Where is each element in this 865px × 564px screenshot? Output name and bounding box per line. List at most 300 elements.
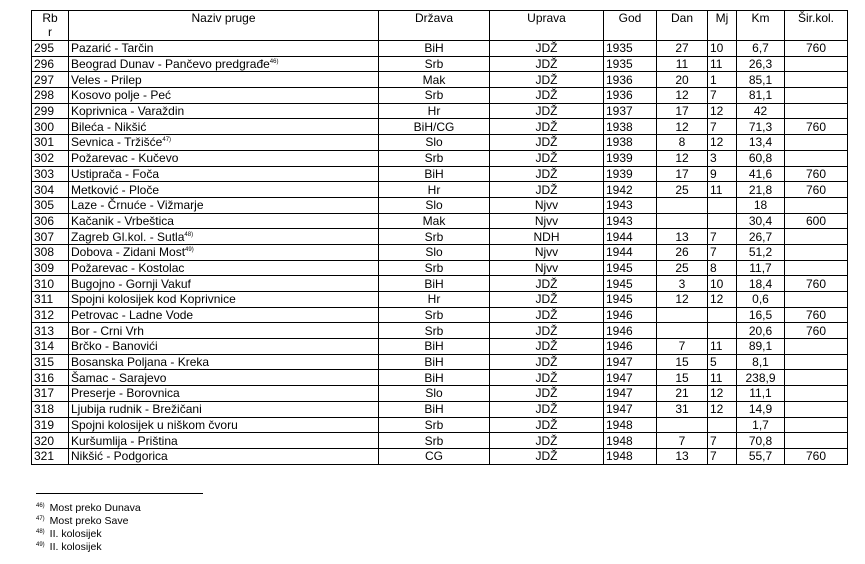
dan-value: 31 <box>675 402 689 417</box>
cell-naziv <box>69 150 379 166</box>
cell-uprava <box>490 386 604 402</box>
naziv-value: Petrovac - Ladne Vode <box>71 308 194 323</box>
footnote-mark: 47) <box>36 515 45 522</box>
km-value: 20,6 <box>748 323 773 338</box>
mj-value: 1 <box>710 72 717 87</box>
cell-mj <box>708 292 737 308</box>
cell-drzava <box>379 260 490 276</box>
footnote-text: II. kolosijek <box>49 528 102 540</box>
cell-km <box>737 386 785 402</box>
cell-naziv <box>69 448 379 464</box>
header-row <box>32 11 848 41</box>
cell-uprava <box>490 339 604 355</box>
cell-uprava <box>490 370 604 386</box>
km-value: 6,7 <box>752 41 769 56</box>
drzava-value: Srb <box>424 57 444 72</box>
header-sir: Šir.kol. <box>785 11 848 41</box>
footnote-ref: 46) <box>269 59 279 66</box>
cell-rbr <box>32 276 69 292</box>
cell-god <box>604 41 657 57</box>
km-value: 60,8 <box>748 151 773 166</box>
god-value: 1942 <box>606 182 633 197</box>
cell-uprava <box>490 401 604 417</box>
cell-rbr <box>32 260 69 276</box>
cell-km <box>737 229 785 245</box>
naziv-value: Bileća - Nikšić <box>71 119 147 134</box>
cell-sir <box>785 370 848 386</box>
table-row <box>32 417 848 433</box>
rbr-value: 310 <box>34 276 55 291</box>
cell-god <box>604 119 657 135</box>
cell-drzava <box>379 135 490 151</box>
god-value: 1948 <box>606 449 633 464</box>
cell-uprava <box>490 292 604 308</box>
cell-drzava <box>379 307 490 323</box>
cell-mj <box>708 339 737 355</box>
cell-uprava <box>490 448 604 464</box>
footnote-text: II. kolosijek <box>49 541 102 553</box>
rbr-value: 313 <box>34 323 55 338</box>
dan-value: 17 <box>675 104 689 119</box>
drzava-value: Mak <box>422 72 446 87</box>
god-value: 1946 <box>606 339 633 354</box>
god-value: 1936 <box>606 88 633 103</box>
dan-value: 17 <box>675 166 689 181</box>
mj-value: 5 <box>710 355 717 370</box>
cell-god <box>604 56 657 72</box>
drzava-value: Hr <box>427 182 441 197</box>
cell-km <box>737 323 785 339</box>
cell-drzava <box>379 150 490 166</box>
god-value: 1936 <box>606 72 633 87</box>
cell-sir <box>785 323 848 339</box>
cell-rbr <box>32 307 69 323</box>
cell-naziv <box>69 213 379 229</box>
cell-dan <box>657 260 708 276</box>
cell-mj <box>708 433 737 449</box>
naziv-value: Zagreb Gl.kol. - Sutla <box>71 229 185 244</box>
cell-rbr <box>32 213 69 229</box>
cell-sir <box>785 354 848 370</box>
cell-naziv <box>69 166 379 182</box>
cell-god <box>604 229 657 245</box>
table-row <box>32 276 848 292</box>
dan-value: 12 <box>675 119 689 134</box>
cell-god <box>604 417 657 433</box>
cell-dan <box>657 56 708 72</box>
cell-mj <box>708 213 737 229</box>
footnote <box>36 528 102 541</box>
cell-god <box>604 323 657 339</box>
mj-value: 11 <box>710 57 723 72</box>
cell-god <box>604 307 657 323</box>
god-value: 1938 <box>606 119 633 134</box>
cell-drzava <box>379 41 490 57</box>
table-row <box>32 72 848 88</box>
cell-sir <box>785 135 848 151</box>
god-value: 1946 <box>606 323 633 338</box>
naziv-value: Ljubija rudnik - Brežičani <box>71 402 202 417</box>
cell-km <box>737 401 785 417</box>
god-value: 1945 <box>606 276 633 291</box>
cell-rbr <box>32 354 69 370</box>
table-row <box>32 386 848 402</box>
header-god: God <box>604 11 657 41</box>
table-row <box>32 229 848 245</box>
uprava-value: JDŽ <box>535 135 558 150</box>
cell-god <box>604 166 657 182</box>
cell-mj <box>708 72 737 88</box>
drzava-value: Srb <box>424 88 444 103</box>
cell-sir <box>785 244 848 260</box>
km-value: 42 <box>753 104 768 119</box>
dan-value: 8 <box>678 135 686 150</box>
god-value: 1939 <box>606 151 633 166</box>
km-value: 85,1 <box>748 72 773 87</box>
cell-rbr <box>32 119 69 135</box>
cell-uprava <box>490 307 604 323</box>
header-rbr-line1: Rb <box>42 11 58 25</box>
rbr-value: 306 <box>34 213 55 228</box>
cell-god <box>604 150 657 166</box>
drzava-value: Hr <box>427 292 441 307</box>
footnote <box>36 541 102 554</box>
uprava-value: JDŽ <box>535 276 558 291</box>
dan-value: 13 <box>675 229 689 244</box>
dan-value: 15 <box>675 355 689 370</box>
cell-naziv <box>69 260 379 276</box>
naziv-value: Beograd Dunav - Pančevo predgrađe <box>71 57 270 72</box>
km-value: 1,7 <box>752 417 769 432</box>
dan-value: 12 <box>675 151 689 166</box>
cell-naziv <box>69 197 379 213</box>
cell-mj <box>708 41 737 57</box>
cell-rbr <box>32 103 69 119</box>
cell-drzava <box>379 417 490 433</box>
naziv-value: Bosanska Poljana - Kreka <box>71 355 210 370</box>
rbr-value: 302 <box>34 151 55 166</box>
km-value: 26,7 <box>748 229 773 244</box>
cell-naziv <box>69 307 379 323</box>
cell-rbr <box>32 292 69 308</box>
cell-rbr <box>32 386 69 402</box>
cell-km <box>737 41 785 57</box>
cell-sir <box>785 433 848 449</box>
km-value: 89,1 <box>748 339 773 354</box>
rbr-value: 300 <box>34 119 55 134</box>
sir-value: 760 <box>805 276 827 291</box>
header-uprava: Uprava <box>490 11 604 41</box>
cell-rbr <box>32 182 69 198</box>
uprava-value: JDŽ <box>535 88 558 103</box>
cell-mj <box>708 386 737 402</box>
cell-uprava <box>490 56 604 72</box>
cell-km <box>737 103 785 119</box>
cell-mj <box>708 354 737 370</box>
table-row <box>32 401 848 417</box>
cell-mj <box>708 323 737 339</box>
uprava-value: JDŽ <box>535 151 558 166</box>
cell-mj <box>708 448 737 464</box>
cell-rbr <box>32 370 69 386</box>
mj-value: 7 <box>710 229 717 244</box>
cell-mj <box>708 103 737 119</box>
drzava-value: Srb <box>424 323 444 338</box>
km-value: 30,4 <box>748 213 773 228</box>
uprava-value: Njvv <box>534 260 559 275</box>
cell-naziv <box>69 244 379 260</box>
rbr-value: 319 <box>34 417 55 432</box>
naziv-value: Požarevac - Kostolac <box>71 260 185 275</box>
cell-god <box>604 88 657 104</box>
mj-value: 12 <box>710 292 724 307</box>
dan-value: 12 <box>675 88 689 103</box>
cell-sir <box>785 276 848 292</box>
god-value: 1943 <box>606 213 633 228</box>
table-row <box>32 56 848 72</box>
cell-drzava <box>379 276 490 292</box>
cell-god <box>604 182 657 198</box>
cell-sir <box>785 307 848 323</box>
cell-km <box>737 417 785 433</box>
cell-rbr <box>32 339 69 355</box>
table-row <box>32 213 848 229</box>
mj-value: 10 <box>710 41 724 56</box>
naziv-value: Kuršumlija - Priština <box>71 433 178 448</box>
mj-value: 11 <box>710 370 723 385</box>
drzava-value: Srb <box>424 151 444 166</box>
god-value: 1947 <box>606 370 633 385</box>
cell-god <box>604 292 657 308</box>
cell-uprava <box>490 88 604 104</box>
uprava-value: JDŽ <box>535 119 558 134</box>
sir-value: 760 <box>805 308 827 323</box>
table-row <box>32 41 848 57</box>
cell-rbr <box>32 41 69 57</box>
cell-god <box>604 370 657 386</box>
cell-drzava <box>379 119 490 135</box>
cell-dan <box>657 292 708 308</box>
cell-dan <box>657 182 708 198</box>
cell-god <box>604 339 657 355</box>
dan-value: 26 <box>675 245 689 260</box>
cell-sir <box>785 72 848 88</box>
table-row <box>32 182 848 198</box>
cell-uprava <box>490 260 604 276</box>
cell-mj <box>708 182 737 198</box>
table-row <box>32 370 848 386</box>
uprava-value: JDŽ <box>535 339 558 354</box>
rbr-value: 299 <box>34 104 55 119</box>
cell-km <box>737 88 785 104</box>
km-value: 55,7 <box>748 449 773 464</box>
god-value: 1944 <box>606 229 633 244</box>
god-value: 1935 <box>606 41 633 56</box>
rbr-value: 318 <box>34 402 55 417</box>
cell-uprava <box>490 72 604 88</box>
cell-rbr <box>32 56 69 72</box>
drzava-value: Srb <box>424 308 444 323</box>
mj-value: 10 <box>710 276 724 291</box>
table-row <box>32 292 848 308</box>
dan-value: 7 <box>678 339 686 354</box>
cell-mj <box>708 307 737 323</box>
dan-value: 25 <box>675 260 689 275</box>
cell-sir <box>785 417 848 433</box>
cell-naziv <box>69 103 379 119</box>
cell-km <box>737 339 785 355</box>
footnote-text: Most preko Dunava <box>49 502 141 514</box>
cell-rbr <box>32 323 69 339</box>
cell-drzava <box>379 323 490 339</box>
cell-sir <box>785 401 848 417</box>
drzava-value: BiH/CG <box>413 119 455 134</box>
cell-naziv <box>69 229 379 245</box>
cell-drzava <box>379 433 490 449</box>
sir-value: 600 <box>805 213 827 228</box>
table-row <box>32 339 848 355</box>
table-row <box>32 307 848 323</box>
cell-sir <box>785 166 848 182</box>
uprava-value: JDŽ <box>535 308 558 323</box>
uprava-value: JDŽ <box>535 182 558 197</box>
cell-drzava <box>379 103 490 119</box>
rbr-value: 315 <box>34 355 55 370</box>
cell-rbr <box>32 244 69 260</box>
god-value: 1945 <box>606 260 633 275</box>
mj-value: 8 <box>710 260 717 275</box>
cell-god <box>604 72 657 88</box>
uprava-value: NDH <box>533 229 560 244</box>
cell-dan <box>657 244 708 260</box>
cell-drzava <box>379 244 490 260</box>
uprava-value: JDŽ <box>535 417 558 432</box>
cell-drzava <box>379 182 490 198</box>
cell-drzava <box>379 213 490 229</box>
header-naziv: Naziv pruge <box>69 11 379 41</box>
footnote <box>36 502 141 515</box>
cell-rbr <box>32 72 69 88</box>
cell-naziv <box>69 417 379 433</box>
cell-dan <box>657 323 708 339</box>
cell-god <box>604 244 657 260</box>
drzava-value: Hr <box>427 104 441 119</box>
cell-sir <box>785 292 848 308</box>
cell-sir <box>785 197 848 213</box>
cell-km <box>737 119 785 135</box>
cell-dan <box>657 135 708 151</box>
cell-km <box>737 56 785 72</box>
cell-naziv <box>69 323 379 339</box>
cell-drzava <box>379 448 490 464</box>
cell-dan <box>657 197 708 213</box>
cell-god <box>604 401 657 417</box>
cell-god <box>604 354 657 370</box>
table-row <box>32 197 848 213</box>
sir-value: 760 <box>805 119 827 134</box>
cell-dan <box>657 417 708 433</box>
cell-uprava <box>490 150 604 166</box>
cell-km <box>737 433 785 449</box>
cell-god <box>604 386 657 402</box>
uprava-value: JDŽ <box>535 166 558 181</box>
god-value: 1947 <box>606 386 633 401</box>
cell-mj <box>708 244 737 260</box>
cell-mj <box>708 88 737 104</box>
cell-naziv <box>69 433 379 449</box>
table-row <box>32 150 848 166</box>
cell-drzava <box>379 386 490 402</box>
sir-value: 760 <box>805 41 827 56</box>
table-row <box>32 119 848 135</box>
cell-drzava <box>379 354 490 370</box>
cell-dan <box>657 166 708 182</box>
cell-naziv <box>69 135 379 151</box>
cell-drzava <box>379 88 490 104</box>
cell-naziv <box>69 41 379 57</box>
uprava-value: JDŽ <box>535 72 558 87</box>
dan-value: 12 <box>675 292 689 307</box>
cell-sir <box>785 229 848 245</box>
dan-value: 25 <box>675 182 689 197</box>
cell-sir <box>785 386 848 402</box>
mj-value: 11 <box>710 339 723 354</box>
cell-naziv <box>69 182 379 198</box>
cell-sir <box>785 213 848 229</box>
cell-uprava <box>490 229 604 245</box>
cell-uprava <box>490 197 604 213</box>
footnote-ref: 47) <box>162 137 172 144</box>
rbr-value: 304 <box>34 182 55 197</box>
cell-uprava <box>490 417 604 433</box>
mj-value: 7 <box>710 88 717 103</box>
cell-sir <box>785 103 848 119</box>
cell-mj <box>708 229 737 245</box>
cell-sir <box>785 182 848 198</box>
km-value: 16,5 <box>748 308 773 323</box>
cell-mj <box>708 260 737 276</box>
uprava-value: JDŽ <box>535 323 558 338</box>
rbr-value: 312 <box>34 308 55 323</box>
uprava-value: Njvv <box>534 213 559 228</box>
cell-god <box>604 260 657 276</box>
naziv-value: Preserje - Borovnica <box>71 386 180 401</box>
sir-value: 760 <box>805 323 827 338</box>
rbr-value: 311 <box>34 292 54 307</box>
cell-god <box>604 103 657 119</box>
drzava-value: Mak <box>422 213 446 228</box>
rbr-value: 316 <box>34 370 55 385</box>
cell-uprava <box>490 213 604 229</box>
sir-value: 760 <box>805 182 827 197</box>
cell-naziv <box>69 370 379 386</box>
naziv-value: Laze - Črnuće - Vižmarje <box>71 198 204 213</box>
cell-dan <box>657 339 708 355</box>
uprava-value: JDŽ <box>535 402 558 417</box>
drzava-value: BiH <box>424 402 444 417</box>
cell-uprava <box>490 41 604 57</box>
cell-dan <box>657 88 708 104</box>
cell-dan <box>657 229 708 245</box>
cell-naziv <box>69 339 379 355</box>
cell-god <box>604 197 657 213</box>
cell-uprava <box>490 103 604 119</box>
km-value: 21,8 <box>748 182 773 197</box>
rbr-value: 308 <box>34 245 55 260</box>
km-value: 13,4 <box>748 135 773 150</box>
table-row <box>32 103 848 119</box>
cell-km <box>737 72 785 88</box>
